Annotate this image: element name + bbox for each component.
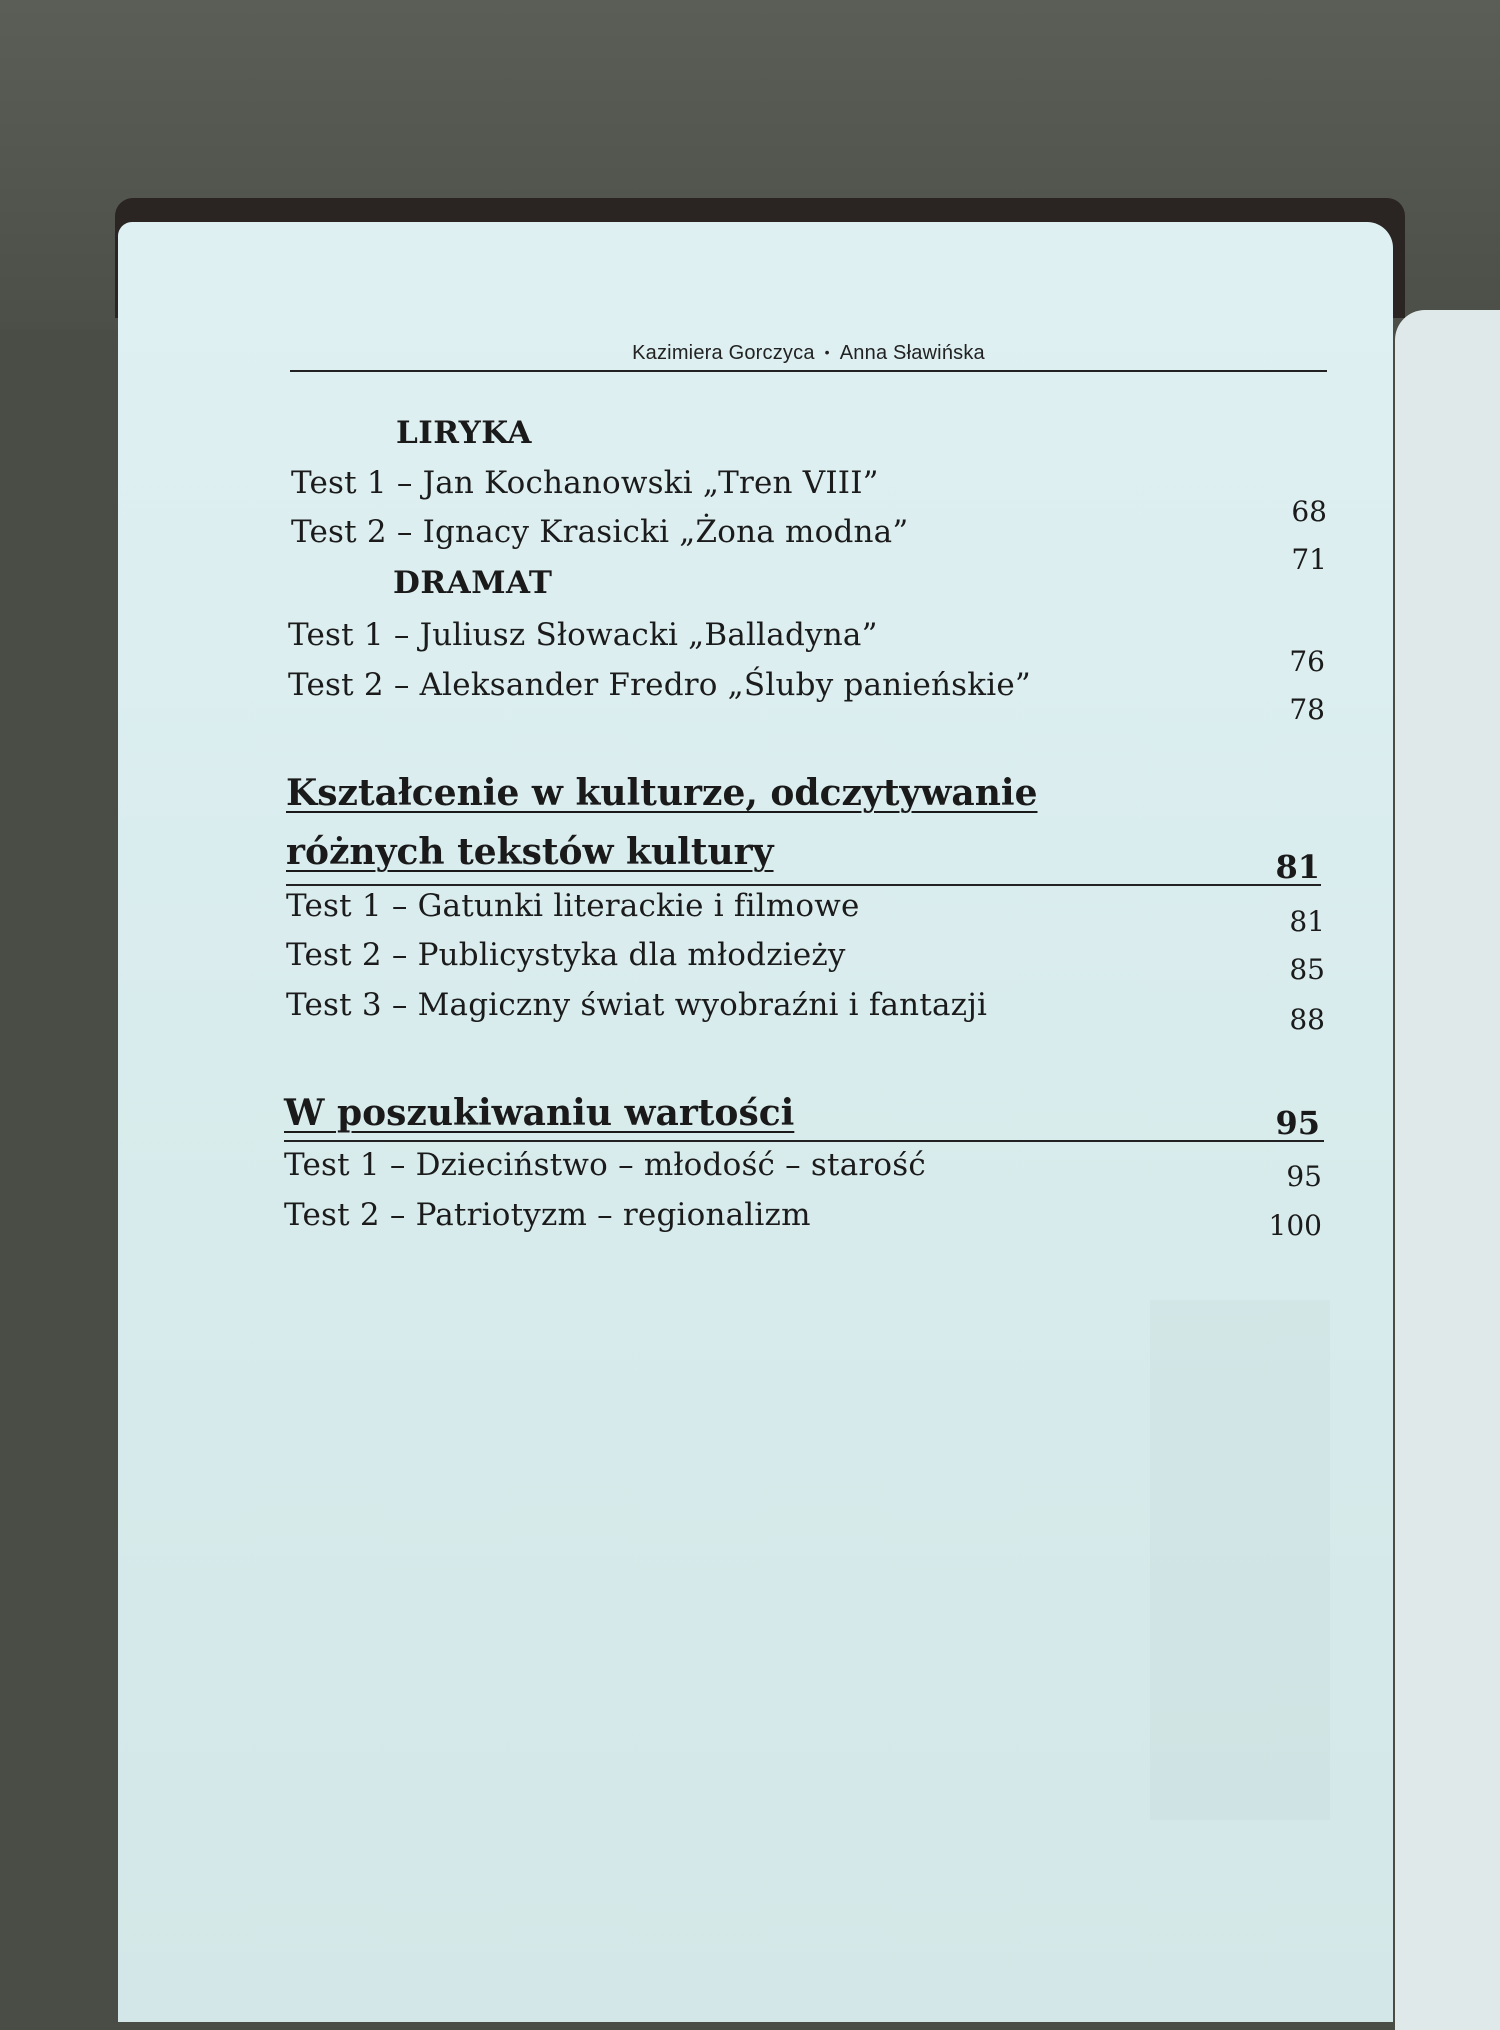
author-2: Anna Sławińska	[839, 342, 985, 364]
page-number: 68	[1291, 495, 1327, 528]
facing-page	[1395, 310, 1500, 2030]
heading-dramat: DRAMAT	[393, 565, 553, 601]
page-number: 76	[1289, 645, 1325, 678]
page-number: 81	[1289, 905, 1325, 938]
toc-entry-liryka-2: Test 2 – Ignacy Krasicki „Żona modna”	[291, 514, 909, 550]
toc-entry-dramat-1: Test 1 – Juliusz Słowacki „Balladyna”	[288, 617, 878, 653]
section-page-number: 81	[1275, 848, 1320, 886]
toc-entry-kultura-3: Test 3 – Magiczny świat wyobraźni i fantazji	[286, 987, 988, 1023]
section-rule	[284, 1140, 1324, 1142]
running-header	[290, 342, 1327, 368]
page-number: 85	[1289, 953, 1325, 986]
toc-entry-dramat-2: Test 2 – Aleksander Fredro „Śluby panieńskie”	[288, 667, 1031, 703]
header-rule	[290, 370, 1327, 372]
separator-dot: •	[824, 344, 830, 360]
author-1: Kazimiera Gorczyca	[632, 342, 815, 364]
page-number: 88	[1289, 1003, 1325, 1036]
heading-liryka: LIRYKA	[396, 415, 532, 451]
section-title-kultura-line2: różnych tekstów kultury	[286, 831, 774, 873]
toc-entry-liryka-1: Test 1 – Jan Kochanowski „Tren VIII”	[291, 465, 879, 501]
page-number: 71	[1291, 543, 1327, 576]
section-rule	[286, 884, 1321, 886]
toc-entry-wartosci-1: Test 1 – Dzieciństwo – młodość – starość	[284, 1147, 926, 1183]
section-title-wartosci: W poszukiwaniu wartości	[284, 1092, 795, 1134]
section-title-kultura-line1: Kształcenie w kulturze, odczytywanie	[286, 772, 1038, 814]
toc-entry-kultura-2: Test 2 – Publicystyka dla młodzieży	[286, 937, 846, 973]
toc-entry-wartosci-2: Test 2 – Patriotyzm – regionalizm	[284, 1197, 811, 1233]
section-page-number: 95	[1275, 1104, 1320, 1142]
toc-entry-kultura-1: Test 1 – Gatunki literackie i filmowe	[286, 888, 860, 924]
page-number: 95	[1286, 1160, 1322, 1193]
page-number: 100	[1268, 1209, 1322, 1242]
page-shadow	[1150, 1300, 1330, 1820]
page-number: 78	[1289, 693, 1325, 726]
